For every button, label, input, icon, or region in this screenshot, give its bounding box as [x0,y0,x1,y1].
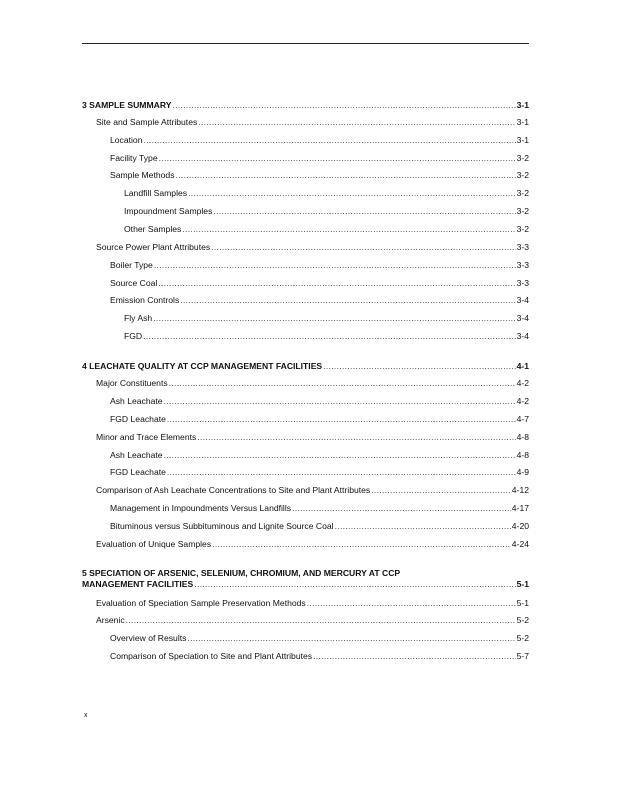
toc-page: 3-2 [516,153,529,163]
toc-entry-title: Fly Ash [124,313,153,323]
toc-entry[interactable] [96,598,529,609]
toc-heading-title-line2: MANAGEMENT FACILITIES [82,579,194,589]
toc-page: 3-2 [516,188,529,198]
toc-entry-title: Impoundment Samples [124,206,213,216]
toc-page: 3-3 [516,278,529,288]
toc-page: 4-12 [511,485,529,495]
toc-page: 5-1 [516,579,529,589]
toc-entry-title: Boiler Type [110,260,153,270]
toc-page: 5-1 [516,598,529,608]
toc-page: 4-8 [516,432,529,442]
toc-entry[interactable] [110,135,529,146]
toc-heading[interactable] [82,361,529,372]
toc-page: 5-7 [516,651,529,661]
toc-entry[interactable] [110,260,529,271]
leader-dots [167,414,516,425]
leader-dots [371,485,511,496]
leader-dots [182,224,515,235]
toc-page: 4-20 [511,521,529,531]
toc-entry[interactable] [110,295,529,306]
toc-entry[interactable] [110,153,529,164]
toc-heading-title: 4 LEACHATE QUALITY AT CCP MANAGEMENT FACILITIES [82,361,323,371]
toc-entry-title: Location [110,135,143,145]
leader-dots [164,396,516,407]
toc-entry-title: Ash Leachate [110,450,163,460]
toc-page: 3-4 [516,313,529,323]
toc-heading-title: 3 SAMPLE SUMMARY [82,100,172,110]
toc-entry[interactable] [124,206,529,217]
toc-entry[interactable] [124,188,529,199]
leader-dots [164,450,516,461]
toc-entry[interactable] [124,313,529,324]
toc-entry-title: Source Power Plant Attributes [96,242,211,252]
toc-page: 5-2 [516,615,529,625]
leader-dots [198,117,515,128]
toc-page: 3-4 [516,295,529,305]
toc-entry[interactable] [110,414,529,425]
toc-entry-title: Other Samples [124,224,182,234]
toc-entry-title: Minor and Trace Elements [96,432,197,442]
toc-entry-title: FGD Leachate [110,414,166,424]
leader-dots [144,135,516,146]
toc-page: 4-2 [516,396,529,406]
toc-entry-title: Overview of Results [110,633,187,643]
leader-dots [169,378,516,389]
toc-entry-title: FGD Leachate [110,467,166,477]
toc-entry[interactable] [96,378,529,389]
leader-dots [292,503,511,514]
toc-page: 3-1 [516,100,529,110]
toc-entry[interactable] [124,224,529,235]
toc-heading-title-line1: 5 SPECIATION OF ARSENIC, SELENIUM, CHROMIUM, AND MERCURY AT CCP [82,568,401,578]
leader-dots [307,598,516,609]
toc-entry-title: Facility Type [110,153,158,163]
leader-dots [180,295,515,306]
toc-page: 3-2 [516,170,529,180]
toc-entry-title: FGD [124,331,143,341]
toc-page: 3-2 [516,206,529,216]
toc-entry-title: Sample Methods [110,170,175,180]
toc-entry[interactable] [110,651,529,662]
toc-entry[interactable] [124,331,529,342]
toc-entry-title: Comparison of Ash Leachate Concentrations to Site and Plant Attributes [96,485,371,495]
toc-page: 3-3 [516,260,529,270]
toc-page: 4-9 [516,467,529,477]
toc-entry[interactable] [110,450,529,461]
leader-dots [154,260,516,271]
leader-dots [176,170,516,181]
leader-dots [172,100,515,111]
toc-entry[interactable] [96,615,529,626]
toc-page: 3-1 [516,135,529,145]
toc-entry-title: Evaluation of Unique Samples [96,539,212,549]
toc-entry-title: Bituminous versus Subbituminous and Lignite Source Coal [110,521,334,531]
toc-page: 4-7 [516,414,529,424]
toc-page: 4-1 [516,361,529,371]
leader-dots [197,432,515,443]
toc-entry[interactable] [96,485,529,496]
toc-page: 3-1 [516,117,529,127]
toc-entry-title: Management in Impoundments Versus Landfills [110,503,292,513]
toc-entry-title: Source Coal [110,278,158,288]
leader-dots [213,206,515,217]
toc-heading[interactable] [82,100,529,111]
leader-dots [126,615,516,626]
toc-entry[interactable] [110,467,529,478]
toc-entry-title: Arsenic [96,615,125,625]
footer-mark: x [84,712,88,719]
toc-entry[interactable] [96,539,529,550]
toc-entry[interactable] [110,170,529,181]
toc-entry-title: Landfill Samples [124,188,188,198]
leader-dots [323,361,515,372]
toc-entry[interactable] [110,396,529,407]
leader-dots [212,539,511,550]
toc-entry-title: Site and Sample Attributes [96,117,198,127]
toc-entry[interactable] [96,432,529,443]
toc-page: 4-24 [511,539,529,549]
toc-entry-title: Major Constituents [96,378,168,388]
toc-entry[interactable] [96,242,529,253]
leader-dots [153,313,515,324]
toc-entry[interactable] [96,117,529,128]
toc-page: 4-2 [516,378,529,388]
toc-heading[interactable] [82,568,529,590]
leader-dots [159,153,516,164]
toc-page: 3-4 [516,331,529,341]
leader-dots [335,521,511,532]
leader-dots [313,651,516,662]
leader-dots [158,278,515,289]
toc-entry-title: Evaluation of Speciation Sample Preservation Methods [96,598,306,608]
toc-entry[interactable] [110,503,529,514]
leader-dots [194,579,515,590]
toc-entry-title: Ash Leachate [110,396,163,406]
toc-page: 4-17 [511,503,529,513]
leader-dots [187,633,515,644]
toc-page: 5-2 [516,633,529,643]
toc-page: 4-8 [516,450,529,460]
toc-entry-title: Emission Controls [110,295,180,305]
leader-dots [143,331,515,342]
leader-dots [188,188,516,199]
toc-page: 3-3 [516,242,529,252]
toc-page: 3-2 [516,224,529,234]
leader-dots [211,242,515,253]
toc-entry[interactable] [110,633,529,644]
leader-dots [167,467,516,478]
toc-entry[interactable] [110,521,529,532]
toc-entry[interactable] [110,278,529,289]
toc-entry-title: Comparison of Speciation to Site and Plant Attributes [110,651,313,661]
